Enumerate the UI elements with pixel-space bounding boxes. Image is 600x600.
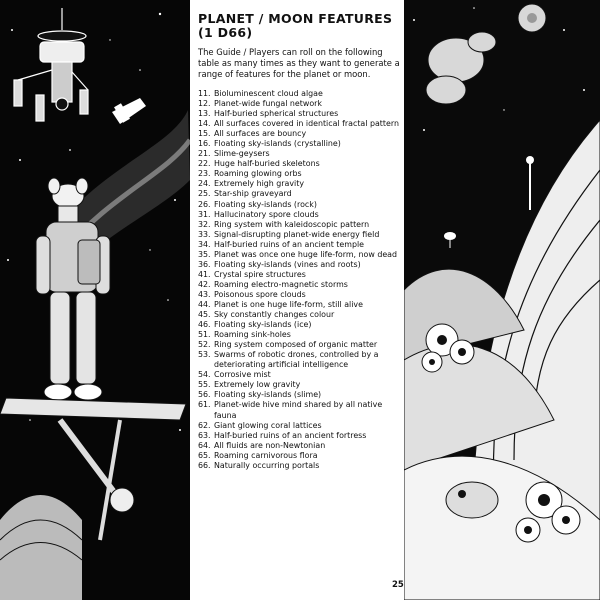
feature-item bbox=[198, 300, 402, 310]
feature-roll: 46. bbox=[198, 320, 211, 330]
feature-item bbox=[198, 431, 402, 441]
feature-roll: 34. bbox=[198, 239, 211, 249]
feature-text: Roaming electro-magnetic storms bbox=[214, 279, 348, 289]
feature-roll: 36. bbox=[198, 259, 211, 269]
feature-roll: 63. bbox=[198, 430, 211, 440]
feature-item bbox=[198, 169, 402, 179]
feature-text: Sky constantly changes colour bbox=[214, 310, 335, 320]
feature-item bbox=[198, 220, 402, 230]
feature-item bbox=[198, 260, 402, 270]
feature-item bbox=[198, 119, 402, 129]
feature-text: Giant glowing coral lattices bbox=[214, 420, 322, 430]
intro-paragraph: The Guide / Players can roll on the following table as many times as they want to generate a range of features for the planet or moon. bbox=[198, 47, 400, 79]
feature-item bbox=[198, 461, 402, 471]
feature-text: Swarms of robotic drones, controlled by a deteriorating artificial intelligence bbox=[214, 350, 379, 370]
feature-text: Half-buried spherical structures bbox=[214, 109, 339, 119]
feature-roll: 16. bbox=[198, 139, 211, 149]
feature-text: Ring system with kaleidoscopic pattern bbox=[214, 219, 370, 229]
feature-text: Signal-disrupting planet-wide energy field bbox=[214, 229, 380, 239]
feature-text: Roaming sink-holes bbox=[214, 330, 291, 340]
feature-roll: 14. bbox=[198, 119, 211, 129]
feature-text: Huge half-buried skeletons bbox=[214, 159, 320, 169]
illustration-alien-landscape bbox=[404, 0, 600, 600]
feature-roll: 21. bbox=[198, 149, 211, 159]
feature-text: Planet is one huge life-form, still alive bbox=[214, 299, 363, 309]
feature-item bbox=[198, 390, 402, 400]
feature-text: Extremely high gravity bbox=[214, 179, 305, 189]
feature-text: Planet was once one huge life-form, now dead bbox=[214, 249, 398, 259]
feature-roll: 61. bbox=[198, 400, 211, 410]
feature-roll: 32. bbox=[198, 219, 211, 229]
feature-roll: 24. bbox=[198, 179, 211, 189]
feature-text: Extremely low gravity bbox=[214, 380, 301, 390]
feature-roll: 62. bbox=[198, 420, 211, 430]
feature-roll: 23. bbox=[198, 169, 211, 179]
feature-text: Floating sky-islands (slime) bbox=[214, 390, 322, 400]
feature-roll: 33. bbox=[198, 229, 211, 239]
feature-text: Planet-wide hive mind shared by all native fauna bbox=[214, 400, 383, 420]
feature-text: All fluids are non-Newtonian bbox=[214, 440, 326, 450]
feature-item bbox=[198, 189, 402, 199]
feature-text: All surfaces are bouncy bbox=[214, 129, 307, 139]
feature-roll: 22. bbox=[198, 159, 211, 169]
feature-roll: 41. bbox=[198, 269, 211, 279]
feature-item bbox=[198, 89, 402, 99]
features-text-column bbox=[198, 12, 402, 592]
feature-item bbox=[198, 380, 402, 390]
feature-item bbox=[198, 350, 402, 370]
feature-item bbox=[198, 441, 402, 451]
feature-text: Floating sky-islands (crystalline) bbox=[214, 139, 341, 149]
feature-roll: 44. bbox=[198, 299, 211, 309]
feature-item bbox=[198, 451, 402, 461]
feature-item bbox=[198, 421, 402, 431]
feature-roll: 11. bbox=[198, 89, 211, 98]
feature-text: Bioluminescent cloud algae bbox=[214, 89, 323, 98]
feature-item bbox=[198, 149, 402, 159]
feature-roll: 13. bbox=[198, 109, 211, 119]
feature-item bbox=[198, 250, 402, 260]
feature-text: Floating sky-islands (ice) bbox=[214, 320, 312, 330]
feature-text: All surfaces covered in identical fractal pattern bbox=[214, 119, 399, 129]
feature-text: Corrosive mist bbox=[214, 370, 271, 380]
feature-text: Roaming carnivorous flora bbox=[214, 450, 318, 460]
feature-item bbox=[198, 340, 402, 350]
feature-roll: 52. bbox=[198, 340, 211, 350]
feature-item bbox=[198, 370, 402, 380]
feature-item bbox=[198, 230, 402, 240]
feature-text: Floating sky-islands (vines and roots) bbox=[214, 259, 361, 269]
feature-item bbox=[198, 400, 402, 420]
feature-text: Hallucinatory spore clouds bbox=[214, 209, 319, 219]
page-number: 25 bbox=[392, 580, 404, 590]
feature-item bbox=[198, 290, 402, 300]
feature-text: Crystal spire structures bbox=[214, 269, 306, 279]
feature-item bbox=[198, 159, 402, 169]
feature-roll: 31. bbox=[198, 209, 211, 219]
feature-roll: 42. bbox=[198, 279, 211, 289]
features-list bbox=[198, 89, 402, 471]
feature-item bbox=[198, 99, 402, 109]
feature-roll: 66. bbox=[198, 460, 211, 470]
feature-text: Poisonous spore clouds bbox=[214, 289, 306, 299]
feature-item bbox=[198, 280, 402, 290]
feature-text: Planet-wide fungal network bbox=[214, 99, 322, 109]
feature-roll: 35. bbox=[198, 249, 211, 259]
feature-roll: 53. bbox=[198, 350, 211, 360]
feature-roll: 43. bbox=[198, 289, 211, 299]
feature-text: Star-ship graveyard bbox=[214, 189, 292, 199]
feature-text: Ring system composed of organic matter bbox=[214, 340, 378, 350]
feature-text: Half-buried ruins of an ancient temple bbox=[214, 239, 365, 249]
feature-roll: 12. bbox=[198, 99, 211, 109]
feature-roll: 26. bbox=[198, 199, 211, 209]
feature-item bbox=[198, 240, 402, 250]
feature-roll: 54. bbox=[198, 370, 211, 380]
feature-roll: 64. bbox=[198, 440, 211, 450]
alien-landscape-scene bbox=[404, 0, 600, 600]
feature-roll: 45. bbox=[198, 310, 211, 320]
feature-item bbox=[198, 200, 402, 210]
feature-roll: 51. bbox=[198, 330, 211, 340]
feature-roll: 25. bbox=[198, 189, 211, 199]
feature-roll: 55. bbox=[198, 380, 211, 390]
page-title: PLANET / MOON FEATURES (1 D66) bbox=[198, 11, 393, 40]
feature-item bbox=[198, 330, 402, 340]
feature-roll: 56. bbox=[198, 390, 211, 400]
feature-item bbox=[198, 310, 402, 320]
illustration-astronaut bbox=[0, 0, 190, 600]
feature-roll: 65. bbox=[198, 450, 211, 460]
feature-roll: 15. bbox=[198, 129, 211, 139]
feature-item bbox=[198, 139, 402, 149]
feature-item bbox=[198, 109, 402, 119]
feature-item bbox=[198, 129, 402, 139]
feature-item bbox=[198, 320, 402, 330]
feature-item bbox=[198, 179, 402, 189]
feature-text: Half-buried ruins of an ancient fortress bbox=[214, 430, 367, 440]
feature-item bbox=[198, 270, 402, 280]
feature-text: Slime-geysers bbox=[214, 149, 270, 159]
astronaut-scene bbox=[0, 0, 190, 600]
feature-text: Floating sky-islands (rock) bbox=[214, 199, 317, 209]
feature-item bbox=[198, 210, 402, 220]
feature-text: Roaming glowing orbs bbox=[214, 169, 302, 179]
feature-text: Naturally occurring portals bbox=[214, 460, 320, 470]
